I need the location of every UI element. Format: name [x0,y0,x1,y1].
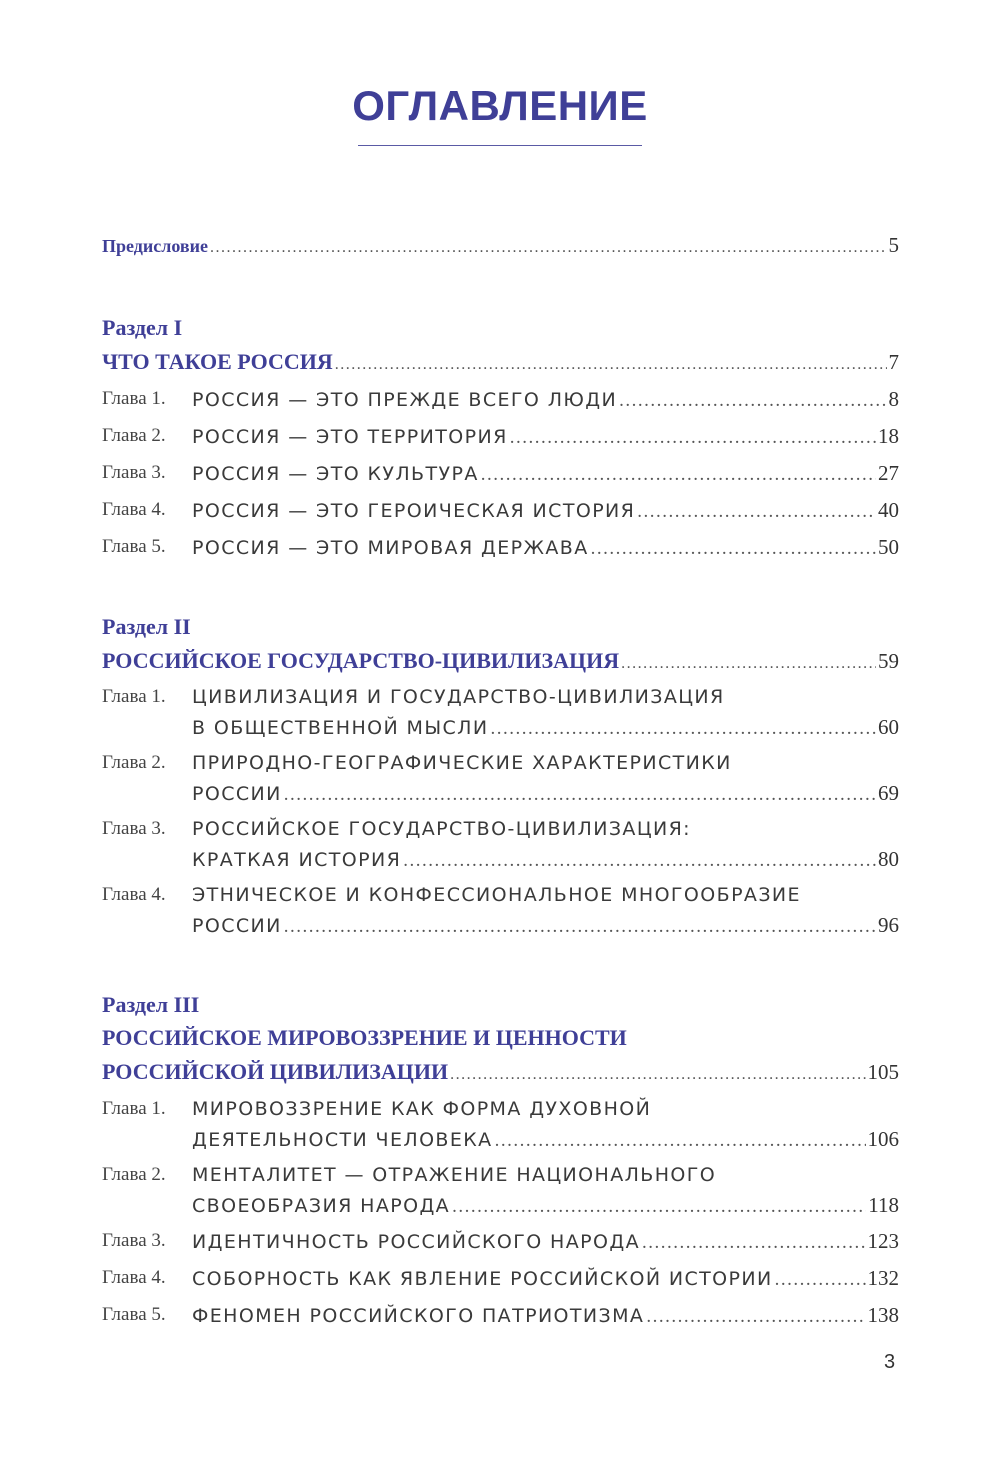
page-number: 27 [878,461,899,485]
chapter-title[interactable]: РОССИЙСКОЕ ГОСУДАРСТВО-ЦИВИЛИЗАЦИЯ: [192,818,691,840]
dot-leader [646,1300,865,1334]
section-title: ЧТО ТАКОЕ РОССИЯ [102,349,333,374]
dot-leader [510,421,876,455]
chapter-title[interactable]: ЦИВИЛИЗАЦИЯ И ГОСУДАРСТВО-ЦИВИЛИЗАЦИЯ [192,686,725,708]
dot-leader [642,1226,866,1260]
chapter-prefix: Глава 2. [102,1164,166,1185]
dot-leader [495,1124,866,1158]
chapter-prefix: Глава 1. [102,686,166,707]
chapter-prefix: Глава 4. [102,499,166,520]
toc-entry-chapter[interactable] [192,1298,899,1332]
chapter-title-cont: ДЕЯТЕЛЬНОСТИ ЧЕЛОВЕКА [192,1129,493,1151]
page-number: 8 [888,387,899,411]
dot-leader [591,532,876,566]
chapter-prefix: Глава 4. [102,884,166,905]
page-number: 69 [878,781,899,805]
section-title: РОССИЙСКОЕ ГОСУДАРСТВО-ЦИВИЛИЗАЦИЯ [102,648,620,673]
toc-entry-chapter[interactable] [192,908,899,942]
chapter-title-cont: РОССИИ [192,783,282,805]
chapter-title: РОССИЯ — ЭТО ПРЕЖДЕ ВСЕГО ЛЮДИ [192,389,618,411]
page-number: 59 [878,649,899,673]
page-number: 5 [888,233,899,257]
dot-leader [637,495,876,529]
chapter-title[interactable]: МЕНТАЛИТЕТ — ОТРАЖЕНИЕ НАЦИОНАЛЬНОГО [192,1164,717,1186]
toc-entry-preface[interactable] [102,228,899,262]
toc-entry-section[interactable] [102,644,899,678]
chapter-prefix: Глава 1. [102,1098,166,1119]
dot-leader [481,458,876,492]
toc-entry-chapter[interactable] [192,710,899,744]
section-label: Раздел II [102,614,191,639]
dot-leader [621,647,876,681]
page-number: 105 [867,1060,899,1084]
chapter-title: ИДЕНТИЧНОСТЬ РОССИЙСКОГО НАРОДА [192,1231,640,1253]
toc-entry-section[interactable] [102,1055,899,1089]
page-number: 132 [867,1266,899,1290]
chapter-prefix: Глава 1. [102,388,166,409]
page-number: 138 [867,1303,899,1327]
chapter-prefix: Глава 4. [102,1267,166,1288]
chapter-prefix: Глава 3. [102,818,166,839]
dot-leader [775,1263,866,1297]
section-title[interactable]: РОССИЙСКОЕ МИРОВОЗЗРЕНИЕ И ЦЕННОСТИ [102,1025,627,1050]
chapter-title[interactable]: ПРИРОДНО-ГЕОГРАФИЧЕСКИЕ ХАРАКТЕРИСТИКИ [192,752,732,774]
page-number: 40 [878,498,899,522]
page-number: 118 [868,1193,899,1217]
chapter-title-cont: В ОБЩЕСТВЕННОЙ МЫСЛИ [192,717,489,739]
dot-leader [335,348,887,382]
chapter-prefix: Глава 3. [102,462,166,483]
section-title-cont: РОССИЙСКОЙ ЦИВИЛИЗАЦИИ [102,1059,449,1084]
toc-entry-section[interactable] [102,345,899,379]
dot-leader [210,231,887,265]
dot-leader [284,778,876,812]
dot-leader [452,1190,866,1224]
page-number: 50 [878,535,899,559]
chapter-prefix: Глава 2. [102,752,166,773]
page-number: 106 [867,1127,899,1151]
toc-entry-chapter[interactable] [192,456,899,490]
chapter-prefix: Глава 3. [102,1230,166,1251]
chapter-title[interactable]: МИРОВОЗЗРЕНИЕ КАК ФОРМА ДУХОВНОЙ [192,1098,652,1120]
toc-entry-chapter[interactable] [192,776,899,810]
chapter-title-cont: КРАТКАЯ ИСТОРИЯ [192,849,402,871]
dot-leader [450,1058,865,1092]
section-label: Раздел I [102,315,183,340]
page-title: ОГЛАВЛЕНИЕ [352,82,648,129]
toc-entry-chapter[interactable] [192,1261,899,1295]
title-underline [358,145,642,146]
dot-leader [490,712,876,746]
toc-entry-chapter[interactable] [192,530,899,564]
page-folio: 3 [884,1351,896,1373]
page-number: 7 [888,350,899,374]
dot-leader [403,844,876,878]
chapter-title: ФЕНОМЕН РОССИЙСКОГО ПАТРИОТИЗМА [192,1305,645,1327]
chapter-prefix: Глава 5. [102,536,166,557]
page-number: 80 [878,847,899,871]
dot-leader [284,910,876,944]
chapter-title: РОССИЯ — ЭТО МИРОВАЯ ДЕРЖАВА [192,537,589,559]
section-label: Раздел III [102,992,200,1017]
toc-entry-chapter[interactable] [192,382,899,416]
chapter-title: РОССИЯ — ЭТО ТЕРРИТОРИЯ [192,426,508,448]
toc-entry-chapter[interactable] [192,1122,899,1156]
preface-label: Предисловие [102,236,208,256]
toc-entry-chapter[interactable] [192,842,899,876]
dot-leader [619,384,886,418]
page-number: 18 [878,424,899,448]
toc-entry-chapter[interactable] [192,1224,899,1258]
page-number: 123 [867,1229,899,1253]
chapter-title-cont: РОССИИ [192,915,282,937]
chapter-title: РОССИЯ — ЭТО ГЕРОИЧЕСКАЯ ИСТОРИЯ [192,500,636,522]
chapter-prefix: Глава 2. [102,425,166,446]
page-number: 96 [878,913,899,937]
toc-entry-chapter[interactable] [192,419,899,453]
toc-entry-chapter[interactable] [192,1188,899,1222]
chapter-title: СОБОРНОСТЬ КАК ЯВЛЕНИЕ РОССИЙСКОЙ ИСТОРИИ [192,1268,773,1290]
chapter-title: РОССИЯ — ЭТО КУЛЬТУРА [192,463,479,485]
chapter-title-cont: СВОЕОБРАЗИЯ НАРОДА [192,1195,451,1217]
chapter-title[interactable]: ЭТНИЧЕСКОЕ И КОНФЕССИОНАЛЬНОЕ МНОГООБРАЗИЕ [192,884,801,906]
chapter-prefix: Глава 5. [102,1304,166,1325]
toc-entry-chapter[interactable] [192,493,899,527]
page-number: 60 [878,715,899,739]
